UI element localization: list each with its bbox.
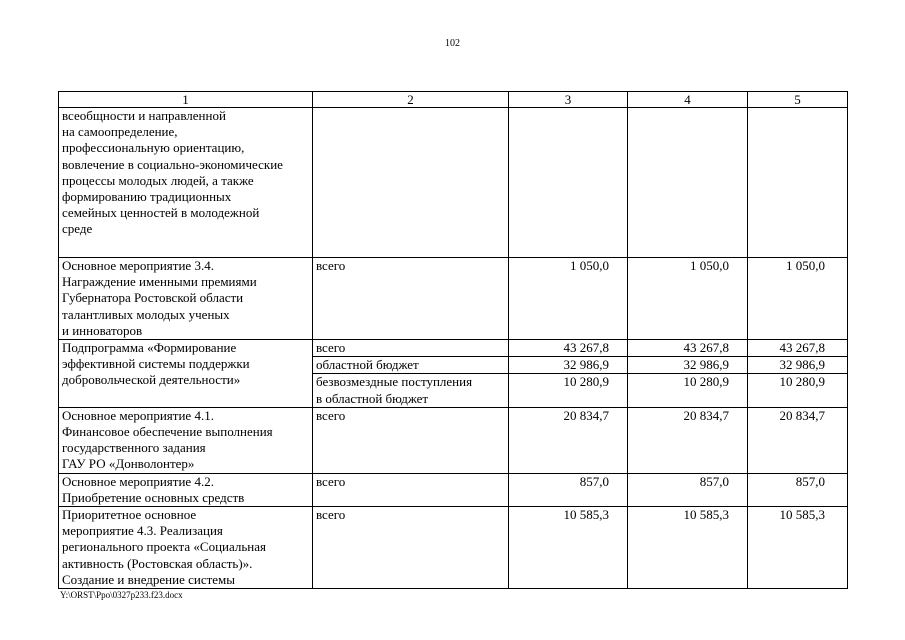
amount-col-4 — [628, 108, 748, 258]
amount-col-4: 10 585,3 — [628, 507, 748, 589]
amount-col-5: 1 050,0 — [748, 258, 848, 340]
amount-col-4: 1 050,0 — [628, 258, 748, 340]
column-header: 3 — [509, 92, 628, 108]
row-description: Подпрограмма «Формирование эффективной системы поддержки добровольческой деятельности» — [59, 340, 313, 408]
row-description: Основное мероприятие 4.1. Финансовое обеспечение выполнения государственного задания ГАУ РО «Донволонтер» — [59, 407, 313, 473]
amount-col-5: 10 280,9 — [748, 374, 848, 407]
amount-col-3: 10 280,9 — [509, 374, 628, 407]
table-row — [59, 340, 848, 357]
column-header: 5 — [748, 92, 848, 108]
funding-source: всего — [313, 340, 509, 357]
column-header: 1 — [59, 92, 313, 108]
amount-col-5: 20 834,7 — [748, 407, 848, 473]
table-row — [59, 108, 848, 258]
row-description: всеобщности и направленной на самоопределение, профессиональную ориентацию, вовлечение в социально-экономические процессы молодых людей, а также формированию традиционных семейных ценностей в молодежной среде — [59, 108, 313, 258]
amount-col-4: 10 280,9 — [628, 374, 748, 407]
amount-col-5: 32 986,9 — [748, 357, 848, 374]
row-description: Основное мероприятие 4.2. Приобретение основных средств — [59, 473, 313, 506]
amount-col-4: 43 267,8 — [628, 340, 748, 357]
amount-col-3: 43 267,8 — [509, 340, 628, 357]
funding-source: всего — [313, 258, 509, 340]
row-description: Приоритетное основное мероприятие 4.3. Реализация регионального проекта «Социальная активность (Ростовская область)». Создание и внедрение системы — [59, 507, 313, 589]
amount-col-4: 20 834,7 — [628, 407, 748, 473]
amount-col-3: 10 585,3 — [509, 507, 628, 589]
amount-col-3: 32 986,9 — [509, 357, 628, 374]
funding-source: всего — [313, 507, 509, 589]
amount-col-5: 857,0 — [748, 473, 848, 506]
table-header-row — [59, 92, 848, 108]
funding-source: безвозмездные поступления в областной бюджет — [313, 374, 509, 407]
amount-col-4: 857,0 — [628, 473, 748, 506]
table-row — [59, 258, 848, 340]
funding-source — [313, 108, 509, 258]
funding-source: областной бюджет — [313, 357, 509, 374]
page-number: 102 — [445, 38, 460, 49]
column-header: 2 — [313, 92, 509, 108]
funding-source: всего — [313, 407, 509, 473]
amount-col-3: 857,0 — [509, 473, 628, 506]
amount-col-3: 1 050,0 — [509, 258, 628, 340]
amount-col-5 — [748, 108, 848, 258]
amount-col-4: 32 986,9 — [628, 357, 748, 374]
table-row — [59, 507, 848, 589]
table-row — [59, 473, 848, 506]
footer-file-path: Y:\ORST\Ppo\0327p233.f23.docx — [60, 590, 183, 600]
amount-col-5: 43 267,8 — [748, 340, 848, 357]
amount-col-5: 10 585,3 — [748, 507, 848, 589]
row-description: Основное мероприятие 3.4. Награждение именными премиями Губернатора Ростовской области талантливых молодых ученых и инноваторов — [59, 258, 313, 340]
funding-source: всего — [313, 473, 509, 506]
budget-table — [58, 91, 848, 589]
amount-col-3 — [509, 108, 628, 258]
table-row — [59, 407, 848, 473]
column-header: 4 — [628, 92, 748, 108]
amount-col-3: 20 834,7 — [509, 407, 628, 473]
